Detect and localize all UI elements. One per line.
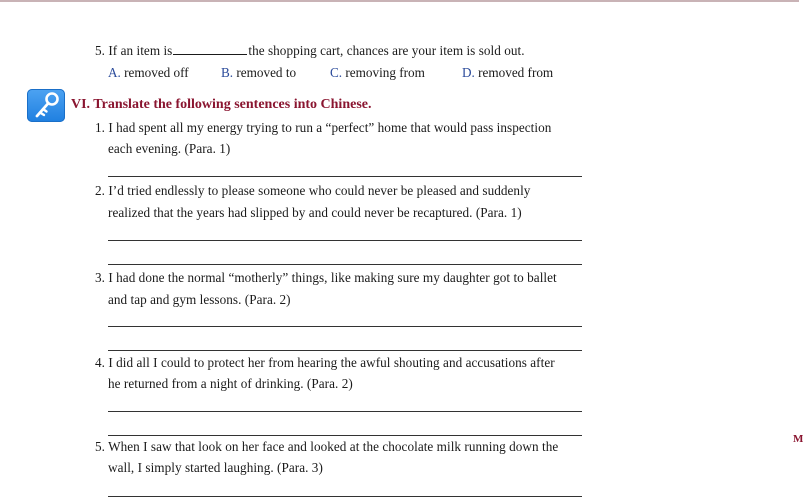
answer-line[interactable] <box>108 435 582 436</box>
option-letter: D. <box>462 65 475 80</box>
answer-line[interactable] <box>108 264 582 265</box>
option-letter: B. <box>221 65 234 80</box>
top-border <box>0 0 799 2</box>
question-5-number: 5. <box>95 43 105 58</box>
option-letter: A. <box>108 65 121 80</box>
sentence-number: 2. <box>95 183 105 198</box>
sentence-number: 5. <box>95 439 105 454</box>
answer-line[interactable] <box>108 176 582 177</box>
option-d[interactable] <box>462 65 553 81</box>
sentence-5-line-1 <box>95 439 558 455</box>
sentence-4-line-1 <box>95 355 555 371</box>
sentence-1-line-1 <box>95 120 551 136</box>
option-a[interactable] <box>108 65 189 81</box>
sentence-text: When I saw that look on her face and looked at the chocolate milk running down the <box>108 439 559 454</box>
option-text: removed off <box>124 65 189 80</box>
sentence-text: I’d tried endlessly to please someone who could never be pleased and suddenly <box>108 183 531 198</box>
option-text: removed from <box>478 65 554 80</box>
sentence-2-line-1 <box>95 183 530 199</box>
sentence-number: 3. <box>95 270 105 285</box>
option-b[interactable] <box>221 65 296 81</box>
sentence-2-line-2: realized that the years had slipped by and could never be recaptured. (Para. 1) <box>108 205 522 220</box>
question-5-text-before: If an item is <box>108 43 173 58</box>
option-text: removing from <box>345 65 425 80</box>
sentence-4-line-2: he returned from a night of drinking. (Para. 2) <box>108 376 353 391</box>
section-title: VI. Translate the following sentences into Chinese. <box>71 97 372 112</box>
sentence-number: 1. <box>95 120 105 135</box>
sentence-text: I had spent all my energy trying to run a “perfect” home that would pass inspection <box>108 120 552 135</box>
sentence-text: I did all I could to protect her from hearing the awful shouting and accusations after <box>108 355 555 370</box>
page-edge-marker: M <box>793 433 803 445</box>
sentence-3-line-1 <box>95 270 557 286</box>
sentence-number: 4. <box>95 355 105 370</box>
sentence-3-line-2: and tap and gym lessons. (Para. 2) <box>108 292 291 307</box>
answer-line[interactable] <box>108 240 582 241</box>
answer-line[interactable] <box>108 326 582 327</box>
answer-line[interactable] <box>108 496 582 497</box>
option-letter: C. <box>330 65 343 80</box>
option-text: removed to <box>236 65 297 80</box>
key-icon <box>27 89 65 122</box>
answer-line[interactable] <box>108 411 582 412</box>
question-5-text-after: the shopping cart, chances are your item is sold out. <box>248 43 525 58</box>
sentence-1-line-2: each evening. (Para. 1) <box>108 141 231 156</box>
answer-line[interactable] <box>108 350 582 351</box>
question-5 <box>95 43 525 59</box>
option-c[interactable] <box>330 65 425 81</box>
answer-blank[interactable] <box>173 44 247 55</box>
sentence-5-line-2: wall, I simply started laughing. (Para. 3) <box>108 460 323 475</box>
sentence-text: I had done the normal “motherly” things, like making sure my daughter got to ballet <box>108 270 557 285</box>
